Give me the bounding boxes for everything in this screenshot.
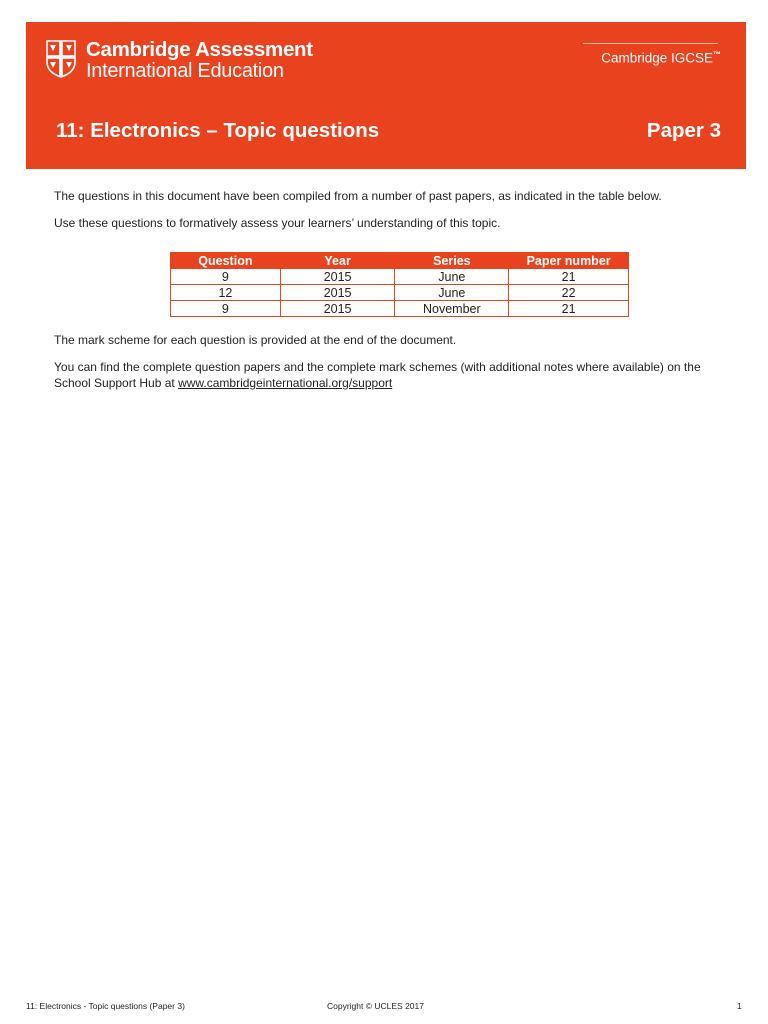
- table-header-row: [171, 253, 629, 269]
- cell-year: 2015: [280, 269, 395, 285]
- qualification-name: Cambridge IGCSE: [601, 50, 713, 66]
- cell-question: 9: [171, 269, 281, 285]
- cell-question: 12: [171, 285, 281, 301]
- header-banner: [26, 22, 746, 169]
- cambridge-logo: [46, 38, 313, 82]
- cell-series: June: [395, 269, 509, 285]
- column-header-series: Series: [395, 253, 509, 269]
- cell-question: 9: [171, 301, 281, 317]
- support-hub-text: You can find the complete question papers and the complete mark schemes (with additional notes where available) on the School Support Hub at: [54, 360, 701, 390]
- cell-paper-number: 21: [509, 269, 629, 285]
- column-header-question: Question: [171, 253, 281, 269]
- org-name-line1: Cambridge Assessment: [86, 38, 313, 61]
- question-table: [170, 252, 629, 317]
- org-name-line2: International Education: [86, 60, 284, 82]
- paper-label: Paper 3: [646, 119, 721, 142]
- trademark-mark: ™: [713, 50, 721, 59]
- table-row: [171, 301, 629, 317]
- cambridge-shield-icon: [46, 40, 76, 78]
- column-header-year: Year: [280, 253, 395, 269]
- intro-paragraph-1: The questions in this document have been compiled from a number of past papers, as indicated in the table below.: [54, 189, 662, 203]
- support-hub-note: [54, 359, 739, 391]
- cell-paper-number: 21: [509, 301, 629, 317]
- qualification-label: [601, 50, 721, 66]
- cell-series: November: [395, 301, 509, 317]
- footer-copyright: Copyright © UCLES 2017: [327, 1001, 424, 1011]
- qualification-rule: [583, 43, 718, 44]
- footer-page-number: 1: [737, 1001, 742, 1011]
- cell-series: June: [395, 285, 509, 301]
- table-row: [171, 285, 629, 301]
- footer-document-title: 11: Electronics - Topic questions (Paper 3): [26, 1001, 185, 1011]
- cell-paper-number: 22: [509, 285, 629, 301]
- intro-paragraph-2: Use these questions to formatively assess your learners’ understanding of this topic.: [54, 216, 501, 230]
- column-header-paper-number: Paper number: [509, 253, 629, 269]
- cell-year: 2015: [280, 285, 395, 301]
- table-row: [171, 269, 629, 285]
- page-title: 11: Electronics – Topic questions: [56, 119, 380, 142]
- mark-scheme-note: The mark scheme for each question is provided at the end of the document.: [54, 333, 457, 347]
- support-hub-link[interactable]: www.cambridgeinternational.org/support: [178, 376, 393, 390]
- cell-year: 2015: [280, 301, 395, 317]
